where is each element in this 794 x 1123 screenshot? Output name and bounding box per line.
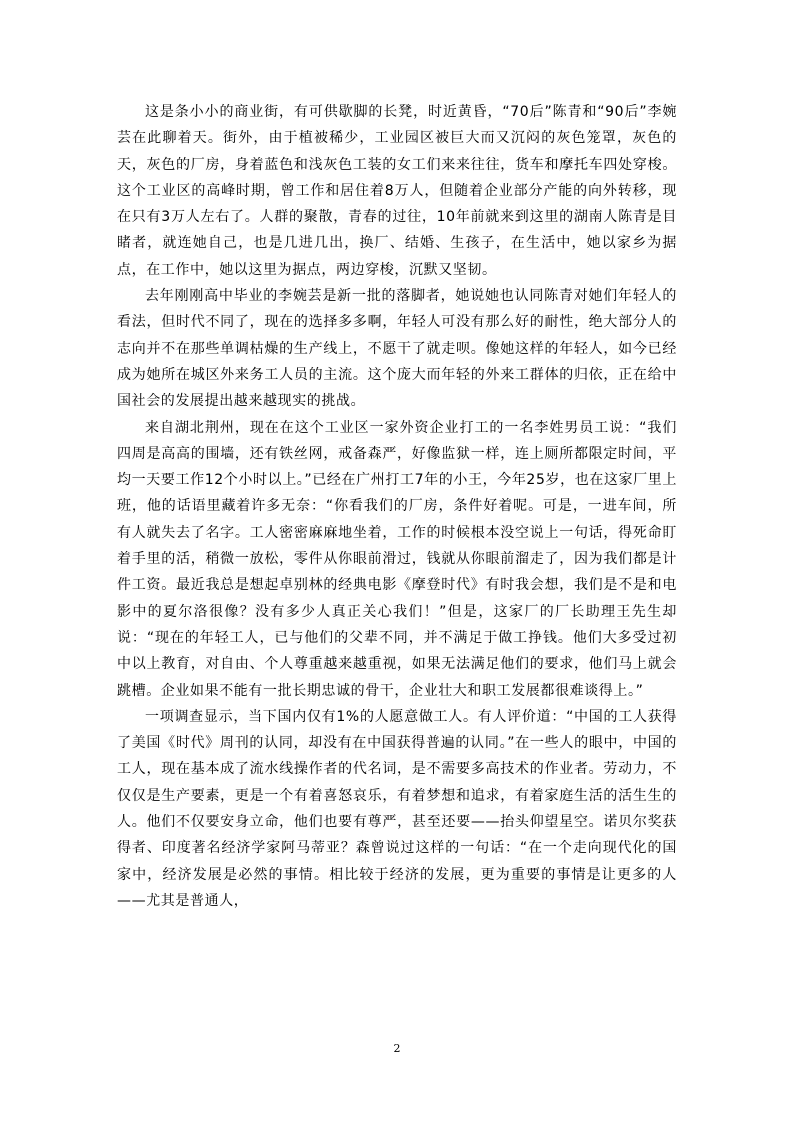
- paragraph-3: 来自湖北荆州，现在在这个工业区一家外资企业打工的一名李姓男员工说：“我们四周是高高的围墙，还有铁丝网，戒备森严，好像监狱一样，连上厕所都限定时间，平均一天要工作12个小时以上。”已经在广州打工7年的小王，今年25岁，也在这家厂里上班，他的话语里藏着许多无奈：“你看我们的厂房，条件好着呢。可是，一进车间，所有人就失去了名字。工人密密麻麻地坐着，工作的时候根本没空说上一句话，得死命盯着手里的活，稍微一放松，零件从你眼前滑过，钱就从你眼前溜走了，因为我们都是计件工资。最近我总是想起卓别林的经典电影《摩登时代》有时我会想，我们是不是和电影中的夏尔洛很像？没有多少人真正关心我们！”但是，这家厂的厂长助理王先生却说：“现在的年轻工人，已与他们的父辈不同，并不满足于做工挣钱。他们大多受过初中以上教育，对自由、个人尊重越来越重视，如果无法满足他们的要求，他们马上就会跳槽。企业如果不能有一批长期忠诚的骨干，企业壮大和职工发展都很难谈得上。”: [117, 419, 677, 699]
- page-number: 2: [393, 1042, 401, 1055]
- paragraph-2: 去年刚刚高中毕业的李婉芸是新一批的落脚者，她说她也认同陈青对她们年轻人的看法，但时代不同了，现在的选择多多啊，年轻人可没有那么好的耐性，绝大部分人的志向并不在那些单调枯燥的生产线上，不愿干了就走呗。像她这样的年轻人，如今已经成为她所在城区外来务工人员的主流。这个庞大而年轻的外来工群体的归依，正在给中国社会的发展提出越来越现实的挑战。: [117, 288, 677, 410]
- paragraph-4: 一项调查显示，当下国内仅有1%的人愿意做工人。有人评价道：“中国的工人获得了美国《时代》周刊的认同，却没有在中国获得普遍的认同。”在一些人的眼中，中国的工人，现在基本成了流水线操作者的代名词，是不需要多高技术的作业者。劳动力，不仅仅是生产要素，更是一个有着喜怒哀乐，有着梦想和追求，有着家庭生活的活生生的人。他们不仅要安身立命，他们也要有尊严，甚至还要——抬头仰望星空。诺贝尔奖获得者、印度著名经济学家阿马蒂亚？森曾说过这样的一句话：“在一个走向现代化的国家中，经济发展是必然的事情。相比较于经济的发展，更为重要的事情是让更多的人——尤其是普通人，: [117, 708, 677, 909]
- document-body: [117, 99, 677, 914]
- paragraph-1: 这是条小小的商业街，有可供歇脚的长凳，时近黄昏，“70后”陈青和“90后”李婉芸在此聊着天。街外，由于植被稀少，工业园区被巨大而又沉闷的灰色笼罩，灰色的天，灰色的厂房，身着蓝色和浅灰色工装的女工们来来往往，货车和摩托车四处穿梭。这个工业区的高峰时期，曾工作和居住着8万人，但随着企业部分产能的向外转移，现在只有3万人左右了。人群的聚散，青春的过往，10年前就来到这里的湖南人陈青是目睹者，就连她自己，也是几进几出，换厂、结婚、生孩子，在生活中，她以家乡为据点，在工作中，她以这里为据点，两边穿梭，沉默又坚韧。: [117, 104, 677, 278]
